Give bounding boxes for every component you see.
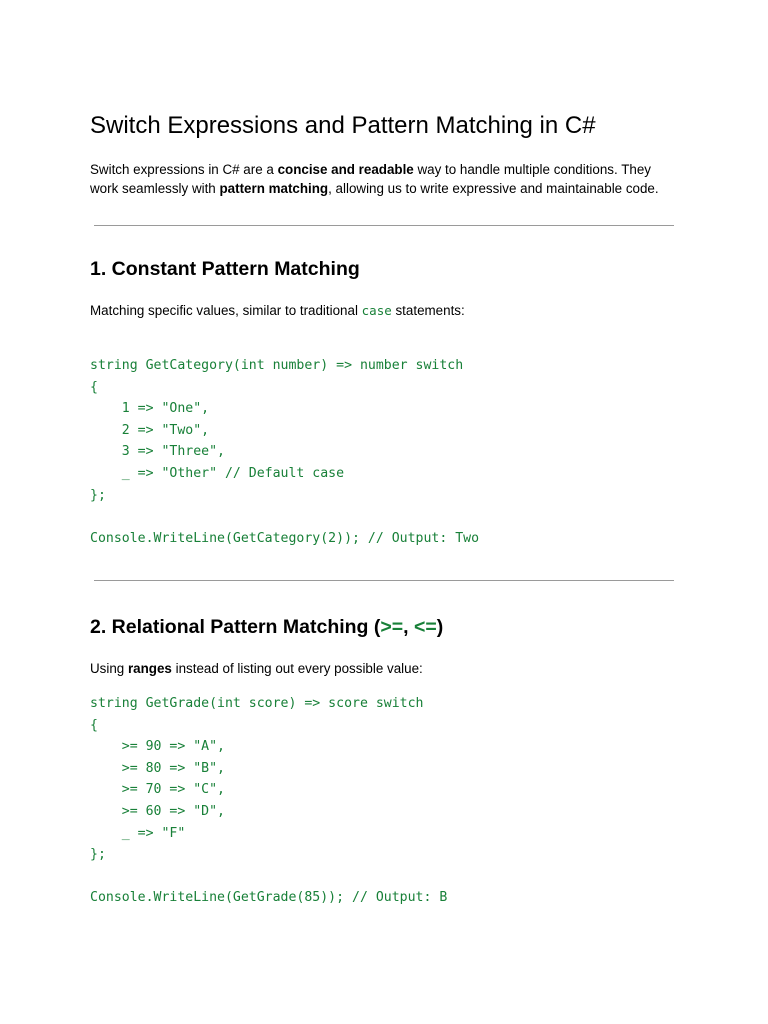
- intro-text-3: , allowing us to write expressive and maintainable code.: [328, 181, 659, 196]
- intro-text-1: Switch expressions in C# are a: [90, 162, 278, 177]
- section-2-heading-sep: ,: [403, 616, 415, 638]
- intro-bold-1: concise and readable: [277, 162, 414, 177]
- divider-2: [94, 580, 674, 581]
- intro-text-2: way to handle multiple conditions. They work seamlessly with: [90, 162, 651, 196]
- section-2-heading-code-1: >=: [380, 616, 404, 638]
- section-2-desc-text-1: Using: [90, 661, 128, 676]
- divider-1: [94, 225, 674, 226]
- section-2-desc-bold: ranges: [127, 661, 172, 676]
- section-2-desc-text-2: instead of listing out every possible value:: [171, 661, 423, 676]
- section-1-desc-text-1: Matching specific values, similar to traditional: [90, 303, 362, 318]
- section-2-description: [90, 659, 423, 678]
- intro-bold-2: pattern matching: [219, 181, 329, 196]
- section-2-heading-text-1: 2. Relational Pattern Matching (: [90, 616, 381, 638]
- section-2-heading-text-2: ): [436, 616, 444, 638]
- section-2-heading-code-2: <=: [414, 616, 437, 638]
- page-title: Switch Expressions and Pattern Matching in C#: [90, 112, 596, 139]
- intro-paragraph: [90, 160, 682, 198]
- section-1-description: [90, 301, 465, 320]
- section-1-inline-code: case: [361, 303, 392, 318]
- section-1-heading: 1. Constant Pattern Matching: [90, 258, 360, 280]
- section-2-code-block: string GetGrade(int score) => score switch { >= 90 => "A", >= 80 => "B", >= 70 => "C", >= 60 => "D", _ => "F" }; Console.WriteLine(GetGrade(85)); // Output: B: [90, 696, 448, 906]
- section-1-desc-text-2: statements:: [391, 303, 465, 318]
- section-1-code-block: string GetCategory(int number) => number switch { 1 => "One", 2 => "Two", 3 => "Three", _ => "Other" // Default case }; Console.WriteLine(GetCategory(2)); // Output: Two: [90, 358, 480, 546]
- section-2-heading: [90, 614, 443, 640]
